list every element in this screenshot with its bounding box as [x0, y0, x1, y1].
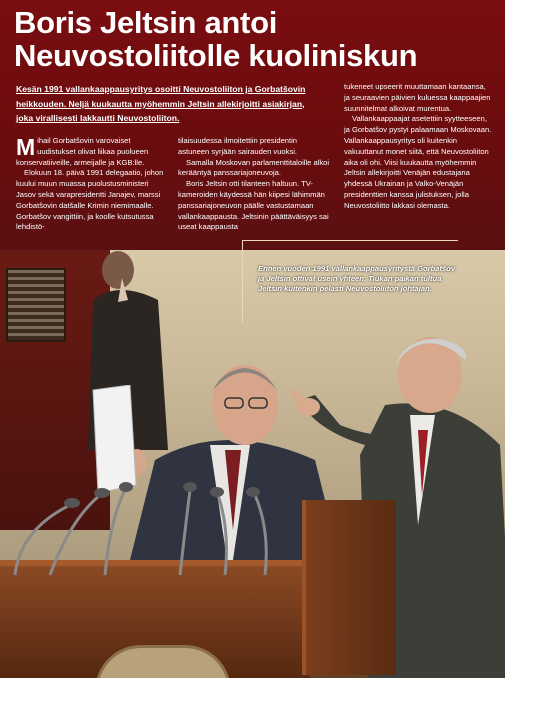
- caption-rule-horizontal: [242, 240, 458, 241]
- drop-cap: M: [16, 134, 36, 160]
- body-column-3: [344, 82, 492, 212]
- photo-vent: [6, 268, 66, 342]
- col3-paragraph-1: tukeneet upseerit muuttamaan kantaansa, ja seuraavien päivien kuluessa kaappaajien suunnitelmat alkoivat murentua.: [344, 82, 491, 113]
- col2-paragraph-2: Samalla Moskovan parlamenttitaloille alkoi kerääntyä panssariajoneuvoja.: [178, 157, 330, 178]
- lead-line-3: joka virallisesti lakkautti Neuvostoliiton.: [16, 113, 180, 123]
- col1-paragraph-1: [16, 136, 164, 168]
- photo-podium-side: [302, 500, 396, 675]
- body-column-2: [178, 136, 330, 233]
- photo-credit-strip: [520, 10, 534, 120]
- headline: [14, 6, 494, 72]
- col2-paragraph-3: Boris Jeltsin otti tilanteen haltuun. TV-kameroiden käydessä hän kiipesi lähimmän panssariajoneuvon päälle vastustamaan vallankaappausta. Jeltsinin päättäväisyys sai useat kaappausta: [178, 179, 329, 232]
- col2-paragraph-1: tilaisuudessa ilmoitettiin presidentin astuneen syrjään sairauden vuoksi.: [178, 136, 298, 156]
- photo-caption: Ennen vuoden 1991 vallankaappausyritystä Gorbatšov ja Jeltsin ottivat usein yhteen. Tiukan paikan tultua Jeltsin kuitenkin pelasti Neuvostoliiton johtajan.: [258, 264, 456, 293]
- col3-paragraph-2: Vallankaappaajat asetettiin syytteeseen, ja Gorbatšov pystyi palaamaan Moskovaan. Vallankaappausyritys oli kuitenkin vakuuttanut monet siitä, että Neuvostoliiton aika oli ohi. Viisi kuukautta myöhemmin Jeltsin allekirjoitti Venäjän edustajana yhdessä Ukrainan ja Valko-Venäjän presidenttien kanssa julistuksen, jolla Neuvostoliitto lakkasi olemasta.: [344, 114, 492, 210]
- lead-line-1: Kesän 1991 vallankaappausyritys osoitti Neuvostoliiton ja Gorbatšovin: [16, 84, 306, 94]
- col1-paragraph-2: Elokuun 18. päivä 1991 delegaatio, johon kuului muun muassa puolustusministeri Jasov sekä varapresidentti Janajev, marssi Gorbatšovin datšalle Krimin niemimaalle. Gorbatšov vangittiin, ja koolle kutsutussa lehdistö-: [16, 168, 164, 232]
- body-column-1: [16, 136, 164, 233]
- headline-line-2: Neuvostoliitolle kuoliniskun: [14, 38, 418, 73]
- lead-line-2: heikkouden. Neljä kuukautta myöhemmin Jeltsin allekirjoitti asiakirjan,: [16, 98, 305, 109]
- caption-rule-vertical: [242, 240, 243, 322]
- lead-paragraph: [16, 82, 334, 126]
- microphones: [0, 470, 300, 580]
- page-margin: [0, 678, 536, 721]
- headline-line-1: Boris Jeltsin antoi: [14, 5, 278, 40]
- col1-text-1: ihail Gorbatšovin varovaiset uudistukset olivat liikaa puolueen konservatiiveille, armeijalle ja KGB:lle.: [16, 136, 149, 167]
